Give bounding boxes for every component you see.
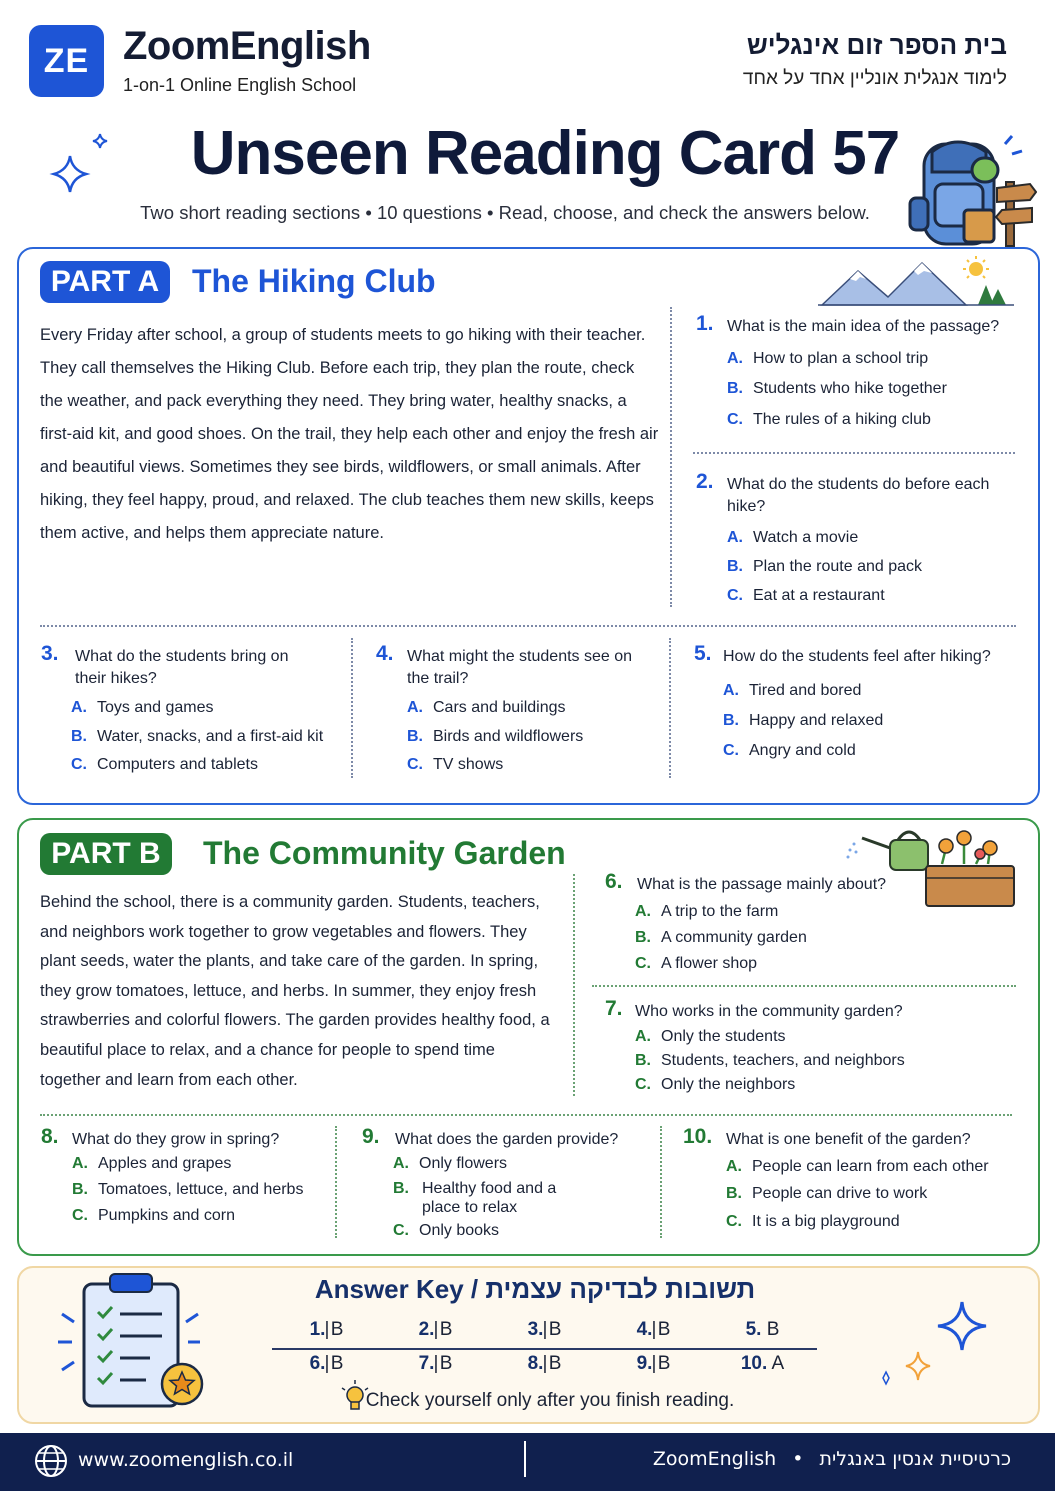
- question-text: What do the students bring on their hikes?: [75, 648, 289, 687]
- globe-icon: [34, 1444, 68, 1478]
- question-text: What is the main idea of the passage?: [727, 318, 1000, 335]
- divider: [669, 638, 671, 778]
- divider: [40, 625, 1016, 627]
- answer-option[interactable]: C. Computers and tablets: [71, 756, 258, 773]
- part-a-passage: Every Friday after school, a group of students meets to go hiking with their teacher. They call themselves the Hiking Club. Before each trip, they plan the route, check the weather, and pack everything they need. They bring water, healthy snacks, a first-aid kit, and good shoes. On the trail, they help each other and enjoy the fresh air and beautiful views. Sometimes they see birds, wildflowers, or small animals. After hiking, they feel happy, proud, and relaxed. The club teaches them new skills, keeps them active, and helps them appreciate nature.: [40, 326, 659, 542]
- answer-option[interactable]: B. Happy and relaxed: [723, 712, 884, 729]
- answer-option[interactable]: C. Angry and cold: [723, 742, 856, 759]
- divider: [573, 874, 575, 1096]
- answer-key-row-1: 1. B 2. B 3. B 4. B 5. B | | | |: [309, 1319, 780, 1340]
- question-number: 1.: [696, 312, 714, 335]
- divider: [40, 1114, 1012, 1116]
- watering-can-icon: [847, 832, 929, 870]
- question-9: [362, 1125, 652, 1244]
- answer-option[interactable]: B. Students, teachers, and neighbors: [635, 1052, 905, 1069]
- question-text: What does the garden provide?: [395, 1131, 619, 1148]
- question-text: How do the students feel after hiking?: [723, 648, 991, 665]
- hebrew-school-name: בית הספר זום אינגליש: [746, 30, 1007, 60]
- part-a-title: The Hiking Club: [192, 263, 436, 299]
- answer-key-row-2: 6. B 7. B 8. B 9. B 10. A | | | |: [309, 1353, 785, 1374]
- answer-option[interactable]: B. Students who hike together: [727, 380, 947, 397]
- question-number: 3.: [41, 642, 59, 665]
- footer-website-link[interactable]: www.zoomenglish.co.il: [78, 1449, 294, 1471]
- answer-option[interactable]: C. Pumpkins and corn: [72, 1207, 235, 1224]
- answer-key-title: Answer Key / תשובות לבדיקה עצמית: [314, 1274, 756, 1304]
- answer-option[interactable]: C. TV shows: [407, 756, 504, 773]
- answer-option[interactable]: B. Tomatoes, lettuce, and herbs: [72, 1181, 304, 1198]
- answer-option[interactable]: B. Water, snacks, and a first-aid kit: [71, 728, 324, 745]
- question-4: [376, 642, 661, 780]
- question-text: Who works in the community garden?: [635, 1003, 903, 1020]
- question-text: What do the students do before each hike?: [727, 476, 990, 515]
- answer-option[interactable]: C. A flower shop: [635, 955, 758, 972]
- question-text: What do they grow in spring?: [72, 1131, 280, 1148]
- answer-option[interactable]: A. Only flowers: [393, 1155, 508, 1172]
- question-number: 5.: [694, 642, 712, 665]
- divider: [351, 638, 353, 778]
- answer-option[interactable]: C. The rules of a hiking club: [727, 411, 931, 428]
- question-number: 10.: [683, 1125, 713, 1148]
- question-number: 8.: [41, 1125, 59, 1148]
- footer-divider: [524, 1441, 526, 1477]
- answer-option[interactable]: A. Cars and buildings: [407, 699, 566, 716]
- answer-key-divider: [272, 1348, 817, 1350]
- question-7: [605, 997, 1005, 1101]
- answer-option[interactable]: C. Only the neighbors: [635, 1076, 796, 1093]
- part-b-passage: Behind the school, there is a community garden. Students, teachers, and neighbors work together to grow vegetables and flowers. They plant seeds, water the plants, and take care of the garden. In spring, they grow tomatoes, lettuce, and herbs. In summer, they enjoy fresh strawberries and colorful flowers. The garden provides healthy food, a beautiful place to relax, and a chance for people to spend time together and learn from each other.: [40, 893, 550, 1089]
- question-1: [696, 312, 1016, 436]
- divider: [660, 1126, 662, 1238]
- divider: [693, 452, 1015, 454]
- answer-option[interactable]: A. Only the students: [635, 1028, 786, 1045]
- footer-right-text: כרטיסיית אנסין באנגלית • ZoomEnglish: [652, 1448, 1011, 1470]
- question-number: 9.: [362, 1125, 380, 1148]
- answer-option[interactable]: B. Plan the route and pack: [727, 558, 923, 575]
- answer-option[interactable]: B. Birds and wildflowers: [407, 728, 584, 745]
- question-number: 7.: [605, 997, 623, 1020]
- page-title: Unseen Reading Card 57: [190, 119, 900, 188]
- divider: [335, 1126, 337, 1238]
- answer-option[interactable]: B. A community garden: [635, 929, 807, 946]
- answer-option[interactable]: C. Eat at a restaurant: [727, 587, 885, 604]
- part-b-title: The Community Garden: [203, 835, 566, 871]
- sparkle-icon: [876, 1296, 996, 1388]
- hebrew-tagline: לימוד אנגלית אונליין אחד על אחד: [742, 68, 1007, 89]
- answer-option[interactable]: A. Toys and games: [71, 699, 214, 716]
- answer-key-note: Check yourself only after you finish reading.: [365, 1390, 735, 1411]
- question-text: What might the students see on the trail?: [407, 648, 633, 687]
- brand-name: ZoomEnglish: [123, 24, 371, 68]
- answer-option[interactable]: C. It is a big playground: [726, 1213, 900, 1230]
- page-subtitle: Two short reading sections • 10 questions • Read, choose, and check the answers below.: [140, 202, 870, 223]
- question-6: [605, 870, 887, 974]
- question-text: What is one benefit of the garden?: [726, 1131, 971, 1148]
- answer-option[interactable]: C. Only books: [393, 1222, 500, 1239]
- question-2: [696, 470, 1016, 610]
- divider: [670, 307, 672, 607]
- question-number: 4.: [376, 642, 394, 665]
- brand-tagline: 1-on-1 Online English School: [123, 75, 357, 95]
- answer-option[interactable]: A. A trip to the farm: [635, 903, 779, 920]
- answer-option[interactable]: A. Apples and grapes: [72, 1155, 232, 1172]
- answer-option[interactable]: A. Watch a movie: [727, 529, 859, 546]
- question-number: 2.: [696, 470, 714, 493]
- part-a-label: PART A: [40, 261, 170, 303]
- question-10: [683, 1125, 1013, 1239]
- question-text: What is the passage mainly about?: [637, 876, 887, 893]
- part-b-label: PART B: [40, 833, 172, 875]
- logo-badge: ZE: [29, 25, 104, 97]
- divider: [592, 985, 1016, 987]
- question-number: 6.: [605, 870, 623, 893]
- mountains-icon: [818, 255, 1018, 313]
- flower-box-icon: [842, 826, 1020, 912]
- backpack-icon: [902, 122, 1037, 250]
- question-8: [41, 1125, 331, 1239]
- answer-option[interactable]: B. People can drive to work: [726, 1185, 928, 1202]
- answer-option[interactable]: A. Tired and bored: [723, 682, 862, 699]
- answer-option[interactable]: A. How to plan a school trip: [727, 350, 929, 367]
- question-3: [41, 642, 341, 780]
- answer-option[interactable]: A. People can learn from each other: [726, 1158, 989, 1175]
- question-5: [694, 642, 1014, 780]
- answer-option[interactable]: B. Healthy food and a place to relax: [393, 1180, 557, 1216]
